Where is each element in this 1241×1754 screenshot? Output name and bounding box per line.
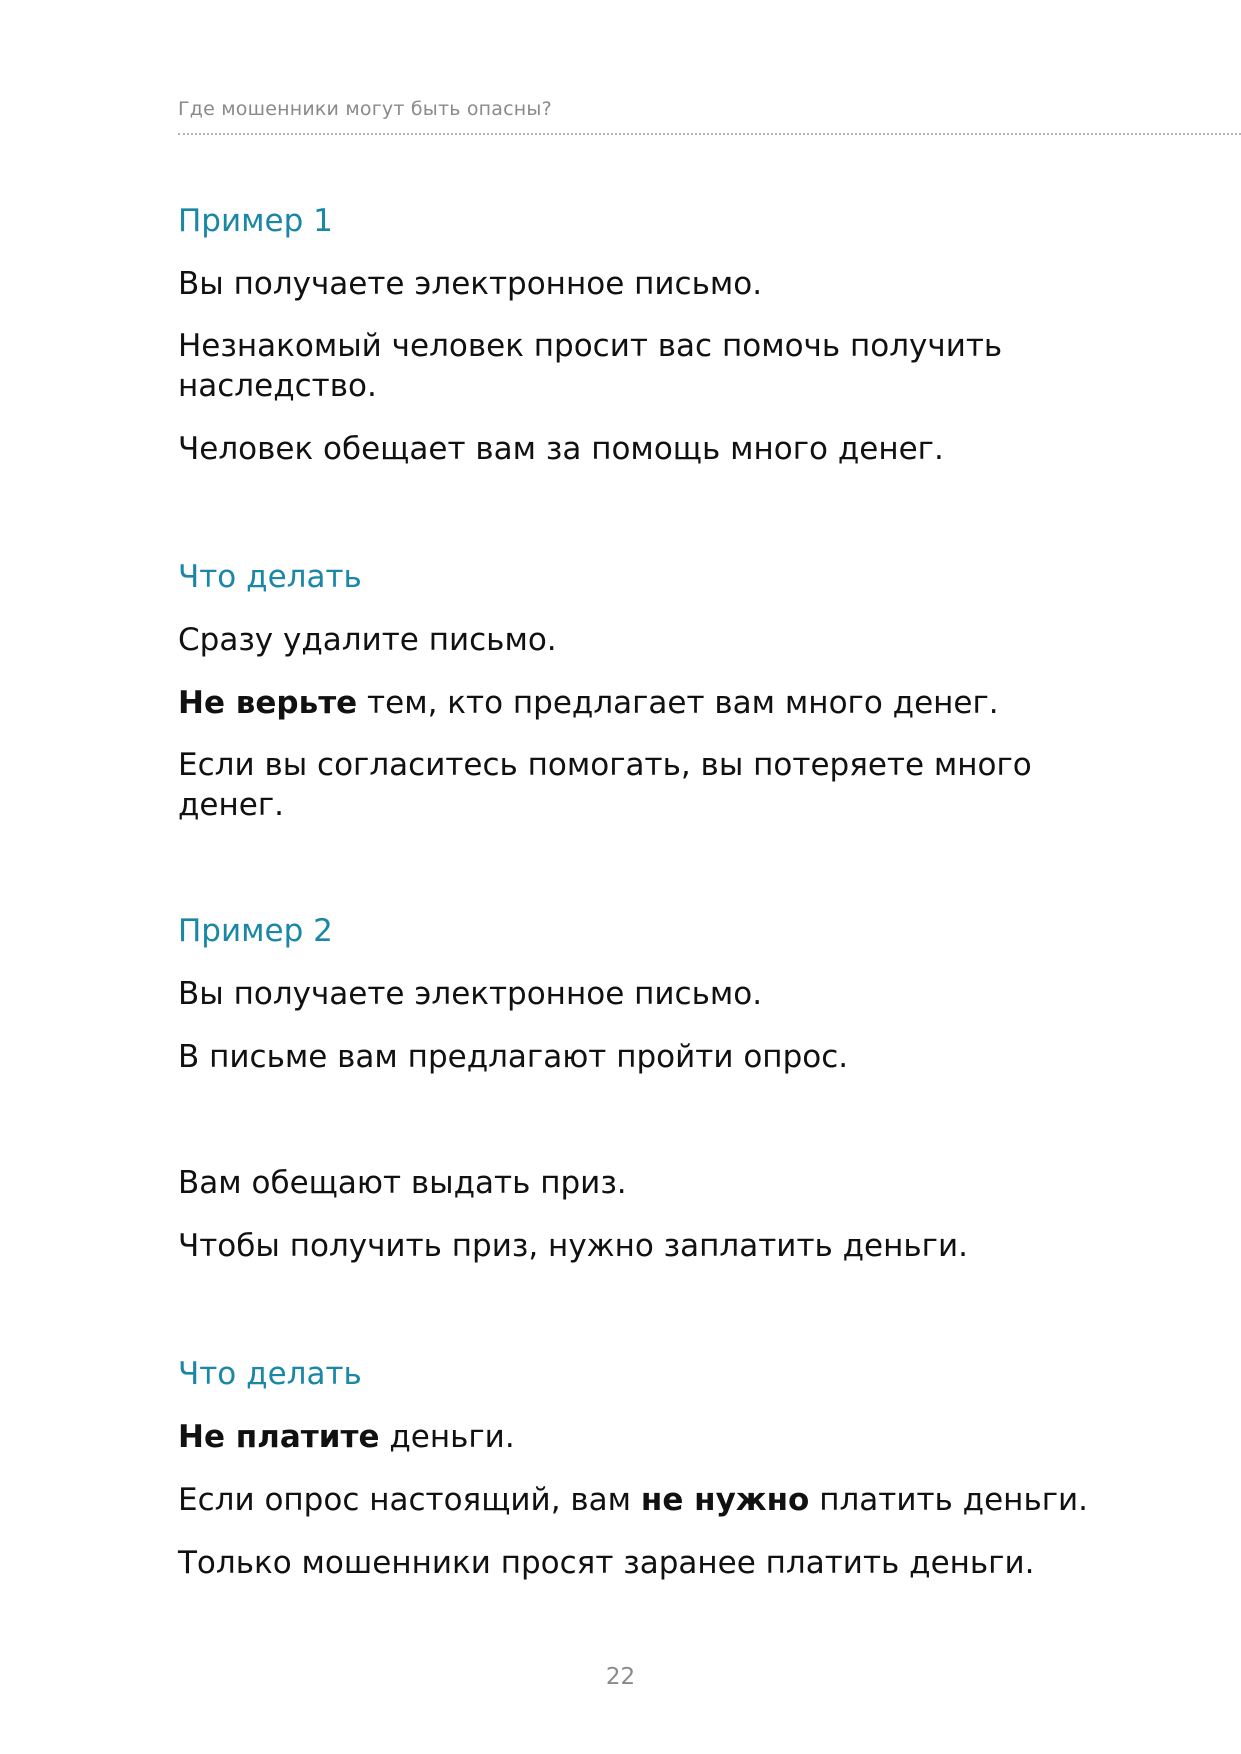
paragraph-text: деньги.: [379, 1419, 515, 1455]
example-1-paragraph-2: Незнакомый человек просит вас помочь получить наследство.: [178, 328, 1003, 404]
running-header: Где мошенники могут быть опасны?: [178, 98, 552, 120]
example-1-paragraph-3: Человек обещает вам за помощь много денег.: [178, 431, 944, 467]
advice-2-paragraph-2: [178, 1480, 1138, 1520]
paragraph-text: тем, кто предлагает вам много денег.: [357, 685, 999, 721]
example-2-paragraph-4: Чтобы получить приз, нужно заплатить деньги.: [178, 1228, 968, 1264]
page-number: 22: [605, 1664, 636, 1690]
example-2-paragraph-1: Вы получаете электронное письмо.: [178, 976, 763, 1012]
bold-emphasis: Не платите: [178, 1419, 380, 1455]
example-2-paragraph-2: В письме вам предлагают пройти опрос.: [178, 1039, 849, 1075]
advice-1-paragraph-3: Если вы согласитесь помогать, вы потеряете много денег.: [178, 747, 1032, 823]
example-1-paragraph-1: Вы получаете электронное письмо.: [178, 266, 763, 302]
bold-emphasis: не нужно: [640, 1482, 810, 1518]
header-divider: [178, 133, 1241, 135]
advice-1-heading: Что делать: [178, 559, 362, 595]
advice-2-paragraph-1: [178, 1417, 1138, 1457]
example-2-paragraph-3: Вам обещают выдать приз.: [178, 1165, 627, 1201]
advice-1-paragraph-2: [178, 683, 1138, 723]
advice-2-paragraph-3: Только мошенники просят заранее платить деньги.: [178, 1545, 1035, 1581]
advice-2-heading: Что делать: [178, 1356, 362, 1392]
paragraph-text: платить деньги.: [809, 1482, 1089, 1518]
advice-1-paragraph-1: Сразу удалите письмо.: [178, 622, 557, 658]
example-1-heading: Пример 1: [178, 203, 333, 239]
bold-emphasis: Не верьте: [178, 685, 358, 721]
paragraph-text: Если опрос настоящий, вам: [178, 1482, 641, 1518]
example-2-heading: Пример 2: [178, 913, 333, 949]
